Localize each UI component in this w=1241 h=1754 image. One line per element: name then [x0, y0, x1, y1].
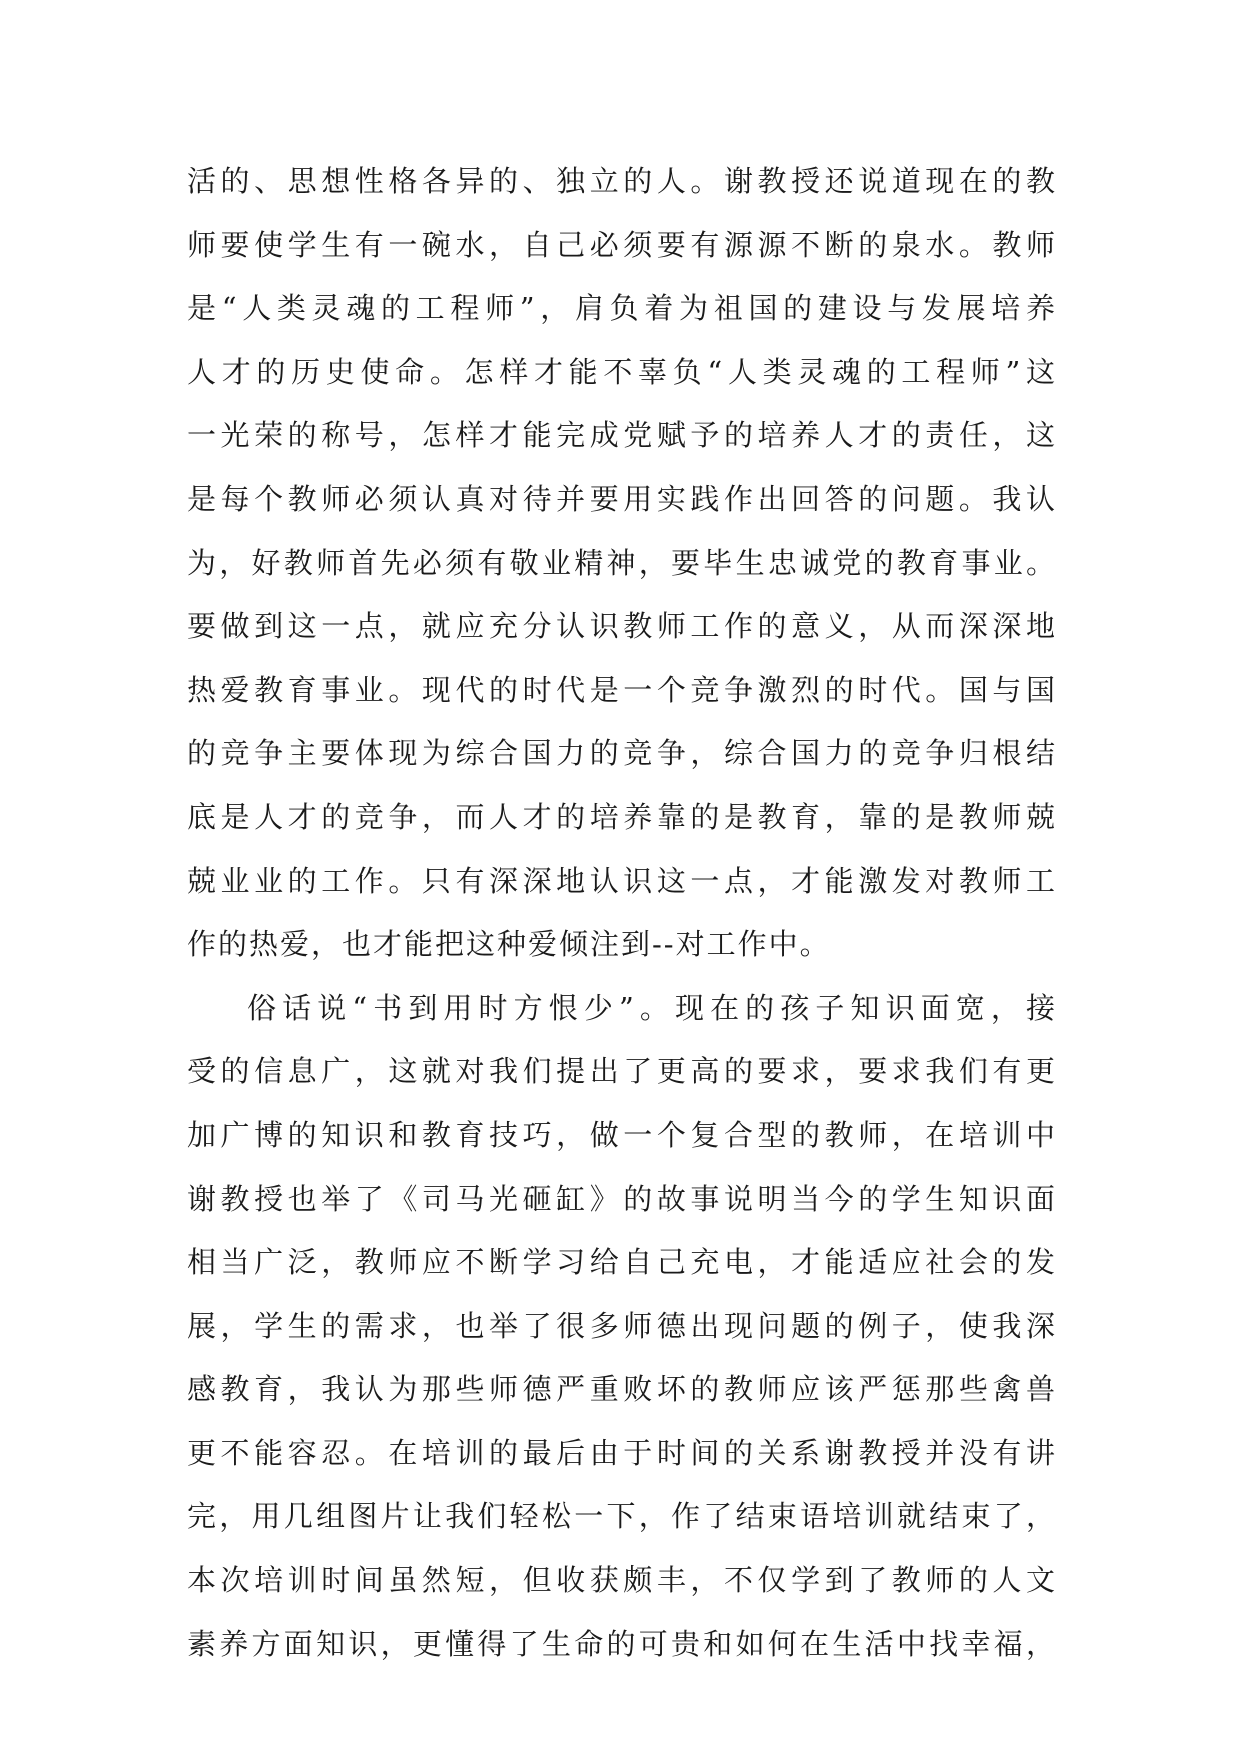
text-line: 加广博的知识和教育技巧，做一个复合型的教师，在培训中 [187, 1117, 1057, 1152]
text-line: 俗话说“书到用时方恨少”。现在的孩子知识面宽，接 [247, 990, 1057, 1025]
text-line: 受的信息广，这就对我们提出了更高的要求，要求我们有更 [187, 1054, 1057, 1089]
text-line: 展，学生的需求，也举了很多师德出现问题的例子，使我深 [187, 1308, 1057, 1343]
text-line: 人才的历史使命。怎样才能不辜负“人类灵魂的工程师”这 [187, 354, 1057, 389]
text-line: 要做到这一点，就应充分认识教师工作的意义，从而深深地 [187, 609, 1057, 644]
text-line: 作的热爱，也才能把这种爱倾注到--对工作中。 [187, 927, 831, 962]
text-line: 相当广泛，教师应不断学习给自己充电，才能适应社会的发 [187, 1245, 1057, 1280]
text-line: 更不能容忍。在培训的最后由于时间的关系谢教授并没有讲 [187, 1435, 1057, 1470]
paragraph-1 [187, 150, 1057, 977]
text-line: 本次培训时间虽然短，但收获颇丰，不仅学到了教师的人文 [187, 1563, 1057, 1598]
text-line: 活的、思想性格各异的、独立的人。谢教授还说道现在的教 [187, 164, 1057, 198]
text-line: 为，好教师首先必须有敬业精神，要毕生忠诚党的教育事业。 [187, 545, 1057, 580]
text-line: 是“人类灵魂的工程师”，肩负着为祖国的建设与发展培养 [187, 291, 1057, 326]
body-text [187, 150, 1057, 1676]
text-line: 谢教授也举了《司马光砸缸》的故事说明当今的学生知识面 [187, 1181, 1057, 1216]
text-line: 一光荣的称号，怎样才能完成党赋予的培养人才的责任，这 [187, 418, 1057, 453]
text-line: 的竞争主要体现为综合国力的竞争，综合国力的竞争归根结 [187, 736, 1057, 771]
text-line: 热爱教育事业。现代的时代是一个竞争激烈的时代。国与国 [187, 672, 1057, 707]
text-line: 是每个教师必须认真对待并要用实践作出回答的问题。我认 [187, 481, 1057, 516]
text-line: 素养方面知识，更懂得了生命的可贵和如何在生活中找幸福， [187, 1626, 1057, 1661]
paragraph-2 [187, 977, 1057, 1677]
text-line: 兢业业的工作。只有深深地认识这一点，才能激发对教师工 [187, 863, 1057, 898]
text-line: 感教育，我认为那些师德严重败坏的教师应该严惩那些禽兽 [187, 1372, 1057, 1407]
text-line: 师要使学生有一碗水，自己必须要有源源不断的泉水。教师 [187, 227, 1057, 262]
text-line: 底是人才的竞争，而人才的培养靠的是教育，靠的是教师兢 [187, 799, 1057, 834]
text-line: 完，用几组图片让我们轻松一下，作了结束语培训就结束了， [187, 1499, 1057, 1534]
